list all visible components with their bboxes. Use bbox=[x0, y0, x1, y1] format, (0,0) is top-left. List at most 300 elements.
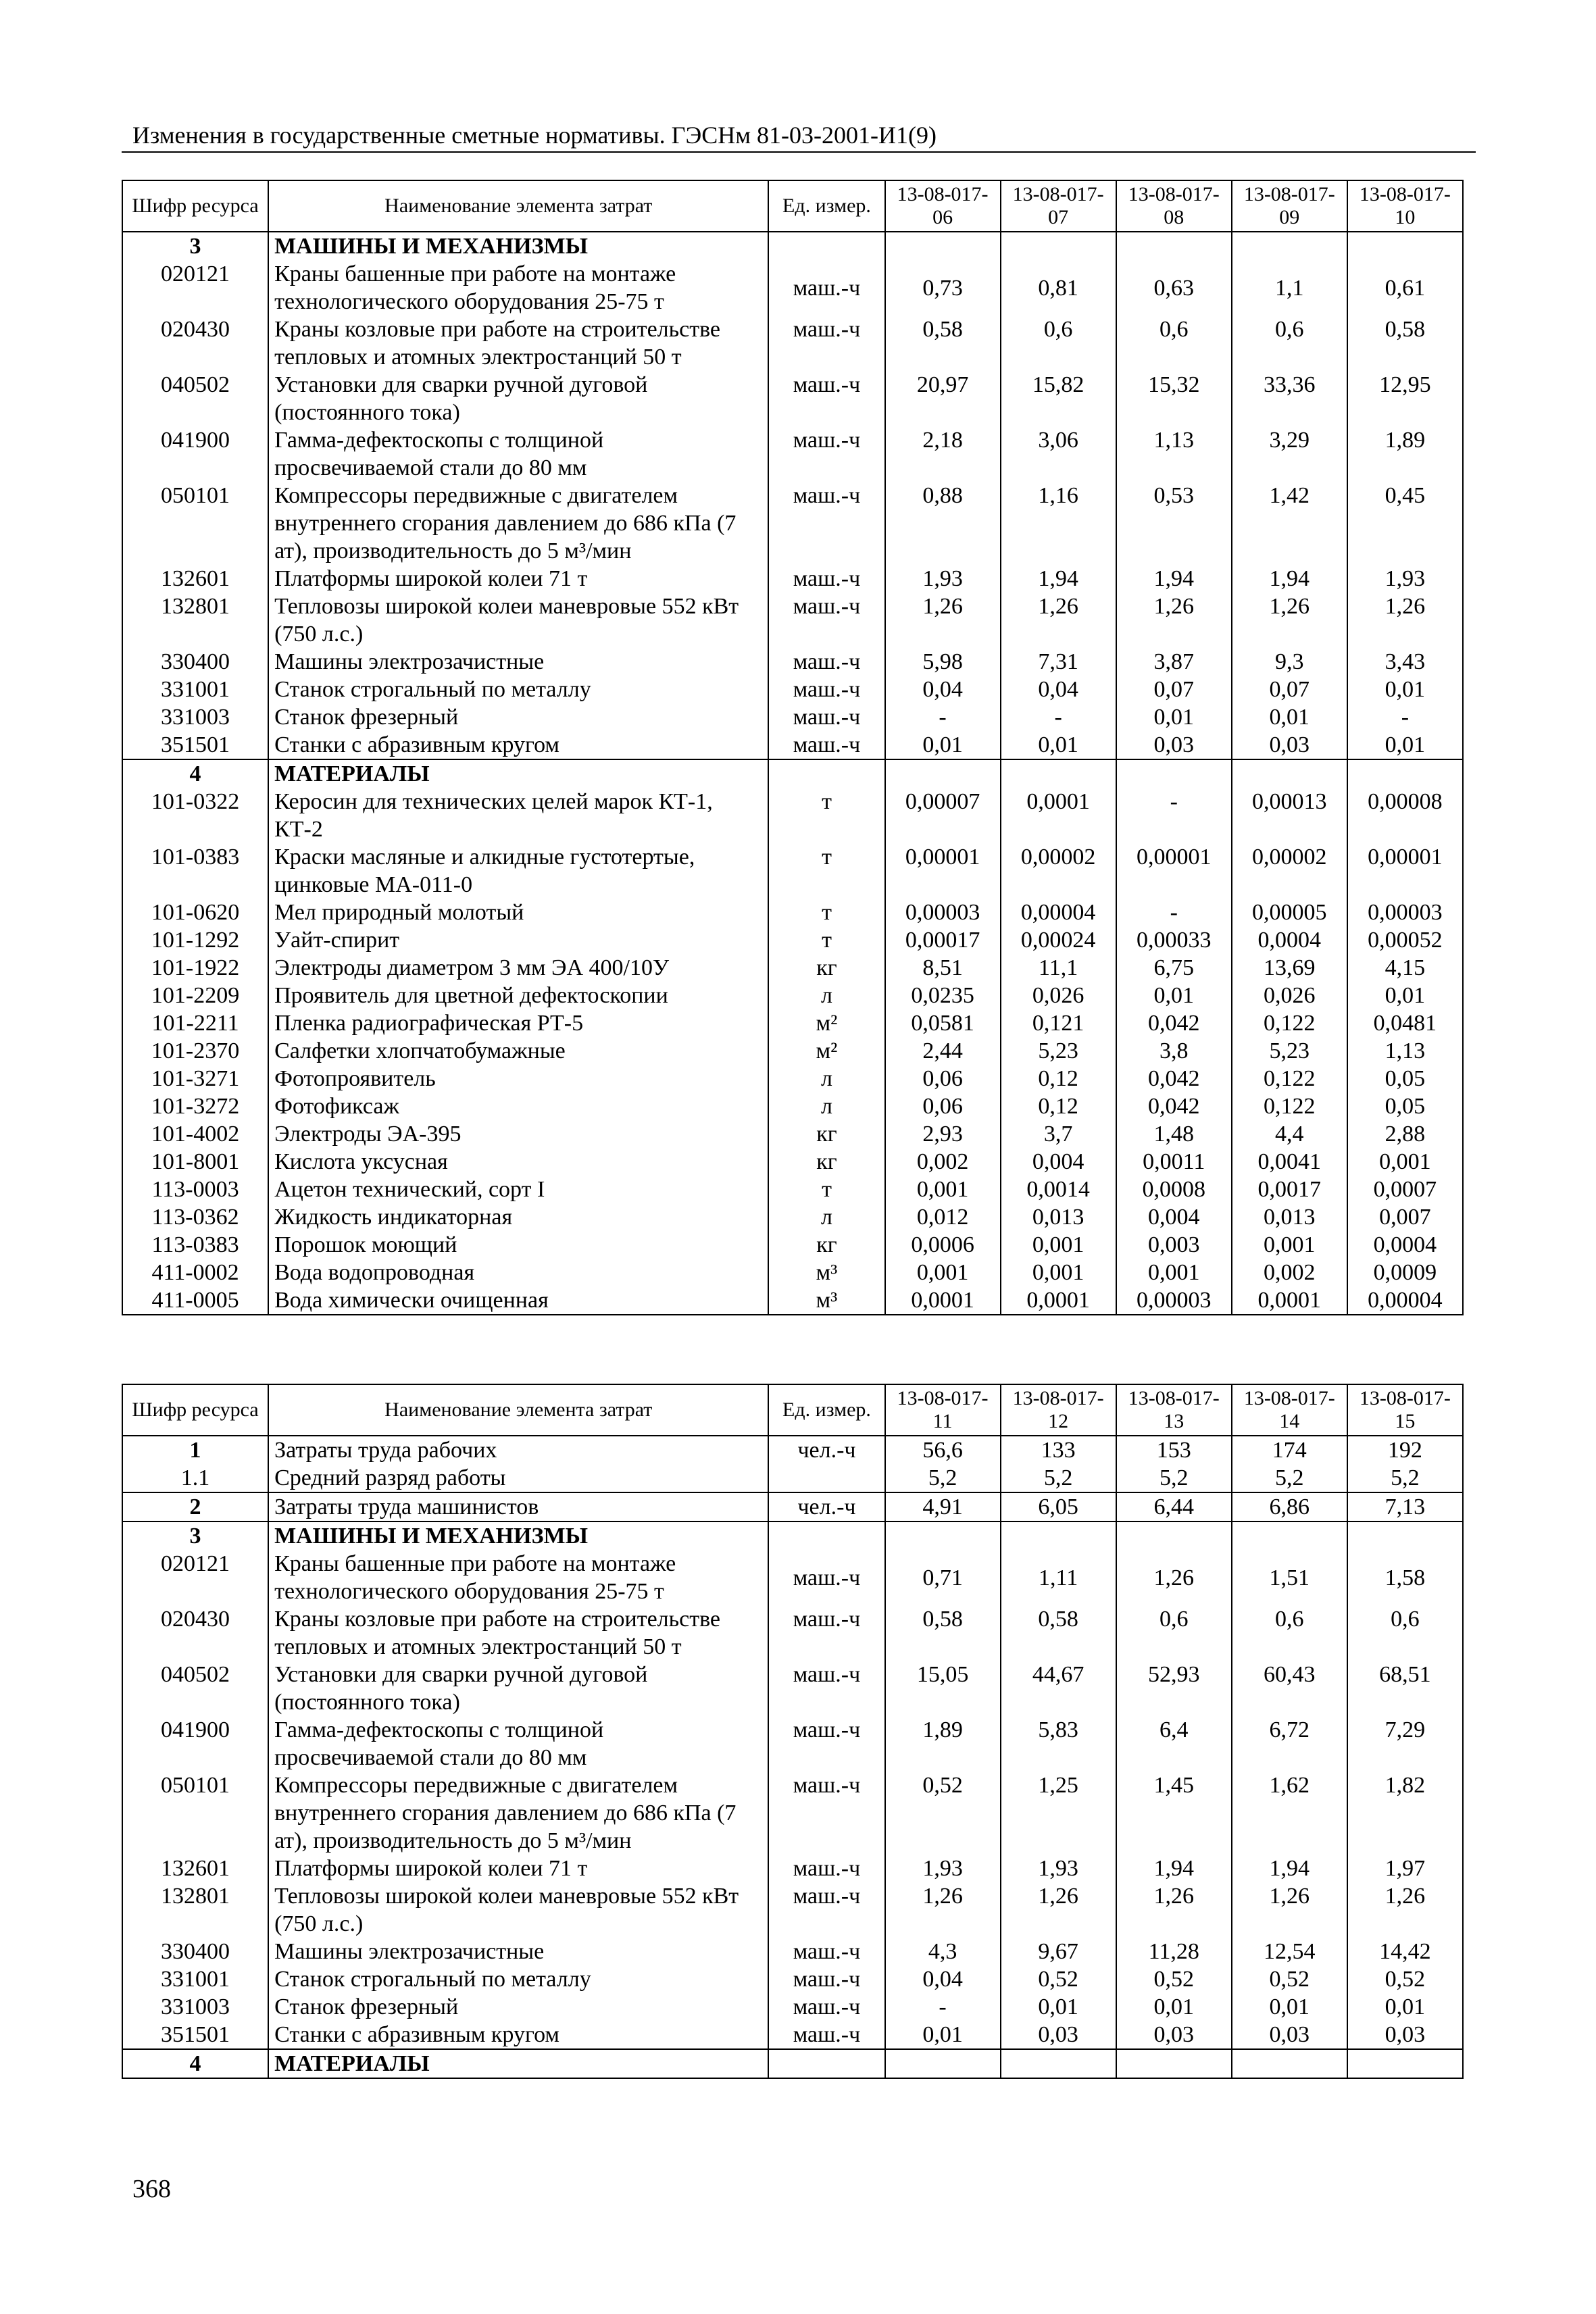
norm-value: 1,51 bbox=[1232, 1550, 1347, 1605]
norm-value: 6,75 bbox=[1116, 954, 1232, 982]
table-row bbox=[122, 1037, 1463, 1065]
norm-value: 0,002 bbox=[1232, 1259, 1347, 1286]
unit-cell: маш.-ч bbox=[768, 565, 884, 593]
norm-value: 0,01 bbox=[1001, 1993, 1116, 2021]
col-header-norm: 13-08-017-11 bbox=[885, 1384, 1001, 1436]
norm-value: 0,001 bbox=[885, 1176, 1001, 1203]
norm-value: 1,42 bbox=[1232, 482, 1347, 565]
cost-element-name: Краски масляные и алкидные густотертые, цинковые МА-011-0 bbox=[268, 843, 768, 899]
unit-cell: маш.-ч bbox=[768, 703, 884, 731]
table-row bbox=[122, 982, 1463, 1009]
cost-element-name: Гамма-дефектоскопы с толщиной просвечиваемой стали до 80 мм bbox=[268, 1716, 768, 1771]
norm-value: 1,93 bbox=[885, 565, 1001, 593]
resource-code: 3 bbox=[122, 232, 268, 260]
norm-value bbox=[885, 759, 1001, 788]
resource-code: 331001 bbox=[122, 1965, 268, 1993]
norm-value bbox=[1116, 2049, 1232, 2078]
norm-value: 5,83 bbox=[1001, 1716, 1116, 1771]
norm-value: 11,1 bbox=[1001, 954, 1116, 982]
norm-value: 5,23 bbox=[1001, 1037, 1116, 1065]
col-header-norm: 13-08-017-10 bbox=[1347, 180, 1463, 232]
header-rule bbox=[122, 151, 1476, 153]
resource-code: 1 bbox=[122, 1436, 268, 1464]
unit-cell: маш.-ч bbox=[768, 1965, 884, 1993]
norm-value: 0,00008 bbox=[1347, 788, 1463, 843]
norm-value: 174 bbox=[1232, 1436, 1347, 1464]
cost-element-name: Ацетон технический, сорт I bbox=[268, 1176, 768, 1203]
col-header-norm: 13-08-017-06 bbox=[885, 180, 1001, 232]
norm-value: 1,16 bbox=[1001, 482, 1116, 565]
norm-value: 0,121 bbox=[1001, 1009, 1116, 1037]
norm-value: 0,58 bbox=[885, 1605, 1001, 1661]
table-row bbox=[122, 1436, 1463, 1464]
table-row bbox=[122, 1231, 1463, 1259]
norm-value: 20,97 bbox=[885, 371, 1001, 426]
norm-value: 0,00005 bbox=[1232, 899, 1347, 926]
norm-value: 6,44 bbox=[1116, 1492, 1232, 1521]
norm-value bbox=[1001, 1521, 1116, 1550]
norm-value: 0,81 bbox=[1001, 260, 1116, 316]
norm-value: 0,026 bbox=[1001, 982, 1116, 1009]
norm-value: 0,004 bbox=[1116, 1203, 1232, 1231]
norm-value: 0,01 bbox=[1347, 676, 1463, 703]
resource-code: 330400 bbox=[122, 648, 268, 676]
norm-value: 0,6 bbox=[1116, 316, 1232, 371]
resource-code: 101-8001 bbox=[122, 1148, 268, 1176]
cost-element-name: Тепловозы широкой колеи маневровые 552 кВт (750 л.с.) bbox=[268, 593, 768, 648]
section-row bbox=[122, 1521, 1463, 1550]
norm-value: 1,94 bbox=[1116, 565, 1232, 593]
norm-value bbox=[1347, 759, 1463, 788]
norm-value: 0,0001 bbox=[885, 1286, 1001, 1315]
norm-value: 0,07 bbox=[1232, 676, 1347, 703]
table-row bbox=[122, 1716, 1463, 1771]
table-header-row bbox=[122, 1384, 1463, 1436]
table-row bbox=[122, 676, 1463, 703]
norm-value: 52,93 bbox=[1116, 1661, 1232, 1716]
norm-value: 0,0001 bbox=[1001, 1286, 1116, 1315]
norm-value: 0,0041 bbox=[1232, 1148, 1347, 1176]
norm-value bbox=[885, 2049, 1001, 2078]
cost-element-name: Кислота уксусная bbox=[268, 1148, 768, 1176]
norm-value: 1,26 bbox=[885, 593, 1001, 648]
norm-value: 0,01 bbox=[1347, 982, 1463, 1009]
resource-code: 132801 bbox=[122, 593, 268, 648]
norm-value: 0,0581 bbox=[885, 1009, 1001, 1037]
norm-value: 0,04 bbox=[885, 1965, 1001, 1993]
table-row bbox=[122, 788, 1463, 843]
unit-cell: т bbox=[768, 1176, 884, 1203]
resource-code: 101-0620 bbox=[122, 899, 268, 926]
norm-value: 15,82 bbox=[1001, 371, 1116, 426]
norm-value: 9,3 bbox=[1232, 648, 1347, 676]
norm-value: 0,00013 bbox=[1232, 788, 1347, 843]
norm-value: 0,6 bbox=[1232, 1605, 1347, 1661]
norm-value bbox=[1347, 1521, 1463, 1550]
norm-value: 0,013 bbox=[1001, 1203, 1116, 1231]
norm-value bbox=[1232, 232, 1347, 260]
resource-code: 101-2370 bbox=[122, 1037, 268, 1065]
table-row bbox=[122, 731, 1463, 759]
norm-value: 0,03 bbox=[1116, 731, 1232, 759]
table-row bbox=[122, 593, 1463, 648]
norm-value: - bbox=[885, 1993, 1001, 2021]
norm-value: 0,52 bbox=[885, 1771, 1001, 1855]
table-row bbox=[122, 482, 1463, 565]
section-row bbox=[122, 2049, 1463, 2078]
norm-value: 0,001 bbox=[1001, 1231, 1116, 1259]
norm-value: 1,93 bbox=[1347, 565, 1463, 593]
norm-value: 0,73 bbox=[885, 260, 1001, 316]
norm-value: 1,11 bbox=[1001, 1550, 1116, 1605]
resource-code: 4 bbox=[122, 2049, 268, 2078]
unit-cell: м² bbox=[768, 1009, 884, 1037]
unit-cell: маш.-ч bbox=[768, 1550, 884, 1605]
document-header: Изменения в государственные сметные нормативы. ГЭСНм 81-03-2001-И1(9) bbox=[132, 122, 937, 149]
cost-element-name: Средний разряд работы bbox=[268, 1464, 768, 1492]
norm-value bbox=[1232, 2049, 1347, 2078]
norm-value: 0,122 bbox=[1232, 1009, 1347, 1037]
table-row bbox=[122, 926, 1463, 954]
norm-value: 0,04 bbox=[885, 676, 1001, 703]
cost-element-name: Краны башенные при работе на монтаже технологического оборудования 25-75 т bbox=[268, 260, 768, 316]
table-row bbox=[122, 1203, 1463, 1231]
norm-value: 5,2 bbox=[1001, 1464, 1116, 1492]
table-row bbox=[122, 1148, 1463, 1176]
norm-value: 0,01 bbox=[1232, 1993, 1347, 2021]
col-header-code: Шифр ресурса bbox=[122, 180, 268, 232]
norm-value: 0,03 bbox=[1347, 2021, 1463, 2049]
norms-table-2 bbox=[122, 1384, 1464, 2079]
norm-value: 0,01 bbox=[1116, 1993, 1232, 2021]
cost-element-name: Краны башенные при работе на монтаже технологического оборудования 25-75 т bbox=[268, 1550, 768, 1605]
norm-value: 0,71 bbox=[885, 1550, 1001, 1605]
table-row bbox=[122, 1464, 1463, 1492]
cost-element-name: Машины электрозачистные bbox=[268, 1938, 768, 1965]
norm-value bbox=[885, 232, 1001, 260]
norm-value: 1,1 bbox=[1232, 260, 1347, 316]
cost-element-name: Краны козловые при работе на строительстве тепловых и атомных электростанций 50 т bbox=[268, 316, 768, 371]
norm-value: 0,00024 bbox=[1001, 926, 1116, 954]
resource-code: 330400 bbox=[122, 1938, 268, 1965]
resource-code: 101-3271 bbox=[122, 1065, 268, 1092]
unit-cell: маш.-ч bbox=[768, 2021, 884, 2049]
norm-value: 0,53 bbox=[1116, 482, 1232, 565]
table-row bbox=[122, 1120, 1463, 1148]
cost-element-name: Вода водопроводная bbox=[268, 1259, 768, 1286]
norm-value: 0,042 bbox=[1116, 1065, 1232, 1092]
table-row bbox=[122, 2021, 1463, 2049]
resource-code: 041900 bbox=[122, 1716, 268, 1771]
norm-value bbox=[1001, 232, 1116, 260]
norm-value bbox=[1232, 759, 1347, 788]
norm-value: 1,26 bbox=[1001, 1882, 1116, 1938]
norm-value: 0,00004 bbox=[1347, 1286, 1463, 1315]
unit-cell: маш.-ч bbox=[768, 1771, 884, 1855]
cost-element-name: Краны козловые при работе на строительстве тепловых и атомных электростанций 50 т bbox=[268, 1605, 768, 1661]
norm-value: 1,26 bbox=[1116, 593, 1232, 648]
norm-value: 0,58 bbox=[1001, 1605, 1116, 1661]
norm-value: 0,00001 bbox=[1347, 843, 1463, 899]
norm-value: 0,00003 bbox=[1116, 1286, 1232, 1315]
norm-value: 6,4 bbox=[1116, 1716, 1232, 1771]
norm-value: 5,2 bbox=[1116, 1464, 1232, 1492]
resource-code: 411-0005 bbox=[122, 1286, 268, 1315]
norm-value: 0,63 bbox=[1116, 260, 1232, 316]
norm-value: 4,91 bbox=[885, 1492, 1001, 1521]
norm-value: 1,25 bbox=[1001, 1771, 1116, 1855]
norm-value: 0,0007 bbox=[1347, 1176, 1463, 1203]
norm-value: 0,06 bbox=[885, 1065, 1001, 1092]
norm-value: 0,58 bbox=[885, 316, 1001, 371]
norm-value: 6,05 bbox=[1001, 1492, 1116, 1521]
table-row bbox=[122, 1771, 1463, 1855]
norm-value: 1,26 bbox=[1001, 593, 1116, 648]
norm-value: 0,00033 bbox=[1116, 926, 1232, 954]
norm-value: 0,001 bbox=[885, 1259, 1001, 1286]
norm-value: 0,0004 bbox=[1347, 1231, 1463, 1259]
resource-code: 020121 bbox=[122, 260, 268, 316]
cost-element-name: Тепловозы широкой колеи маневровые 552 кВт (750 л.с.) bbox=[268, 1882, 768, 1938]
cost-element-name: Затраты труда рабочих bbox=[268, 1436, 768, 1464]
norm-value: 0,0235 bbox=[885, 982, 1001, 1009]
norm-value: - bbox=[1116, 788, 1232, 843]
norm-value: 60,43 bbox=[1232, 1661, 1347, 1716]
cost-element-name: Станки с абразивным кругом bbox=[268, 2021, 768, 2049]
norm-value: 0,026 bbox=[1232, 982, 1347, 1009]
norm-value: 0,00001 bbox=[1116, 843, 1232, 899]
cost-element-name: Станок фрезерный bbox=[268, 703, 768, 731]
norm-value: 7,29 bbox=[1347, 1716, 1463, 1771]
norm-value: 0,004 bbox=[1001, 1148, 1116, 1176]
section-title: МАТЕРИАЛЫ bbox=[268, 2049, 768, 2078]
unit-cell: чел.-ч bbox=[768, 1436, 884, 1464]
resource-code: 331001 bbox=[122, 676, 268, 703]
unit-cell: т bbox=[768, 926, 884, 954]
norm-value: 0,52 bbox=[1232, 1965, 1347, 1993]
cost-element-name: Компрессоры передвижные с двигателем внутреннего сгорания давлением до 686 кПа (7 ат), производительность до 5 м³/мин bbox=[268, 482, 768, 565]
table-row bbox=[122, 1605, 1463, 1661]
unit-cell: чел.-ч bbox=[768, 1492, 884, 1521]
norm-value: 0,122 bbox=[1232, 1092, 1347, 1120]
norm-value: 0,0011 bbox=[1116, 1148, 1232, 1176]
unit-cell: маш.-ч bbox=[768, 1882, 884, 1938]
norm-value: 4,4 bbox=[1232, 1120, 1347, 1148]
norm-value: 8,51 bbox=[885, 954, 1001, 982]
norm-value: 1,89 bbox=[1347, 426, 1463, 482]
norm-value: 1,26 bbox=[1347, 1882, 1463, 1938]
norm-value bbox=[1347, 232, 1463, 260]
resource-code: 411-0002 bbox=[122, 1259, 268, 1286]
norm-value bbox=[1116, 232, 1232, 260]
resource-code: 040502 bbox=[122, 1661, 268, 1716]
norm-value: 0,12 bbox=[1001, 1065, 1116, 1092]
norm-value: 2,18 bbox=[885, 426, 1001, 482]
norm-value: 0,013 bbox=[1232, 1203, 1347, 1231]
norm-value: 0,04 bbox=[1001, 676, 1116, 703]
unit-cell: маш.-ч bbox=[768, 648, 884, 676]
unit-cell: маш.-ч bbox=[768, 731, 884, 759]
resource-code: 113-0383 bbox=[122, 1231, 268, 1259]
norm-value: 0,01 bbox=[885, 731, 1001, 759]
norm-value: 0,01 bbox=[1232, 703, 1347, 731]
norm-value: 1,97 bbox=[1347, 1855, 1463, 1882]
norm-value: 0,03 bbox=[1116, 2021, 1232, 2049]
unit-cell: маш.-ч bbox=[768, 1938, 884, 1965]
norm-value: 0,03 bbox=[1232, 731, 1347, 759]
unit-cell: маш.-ч bbox=[768, 1716, 884, 1771]
unit-cell: л bbox=[768, 982, 884, 1009]
norm-value: 0,6 bbox=[1001, 316, 1116, 371]
table-row bbox=[122, 1550, 1463, 1605]
cost-element-name: Фотофиксаж bbox=[268, 1092, 768, 1120]
table-row bbox=[122, 899, 1463, 926]
unit-cell: л bbox=[768, 1092, 884, 1120]
norm-value: 3,7 bbox=[1001, 1120, 1116, 1148]
table-row bbox=[122, 426, 1463, 482]
norm-value: 0,45 bbox=[1347, 482, 1463, 565]
resource-code: 101-1292 bbox=[122, 926, 268, 954]
cost-element-name: Затраты труда машинистов bbox=[268, 1492, 768, 1521]
section-title: МАТЕРИАЛЫ bbox=[268, 759, 768, 788]
norm-value: 0,52 bbox=[1001, 1965, 1116, 1993]
unit-cell: кг bbox=[768, 954, 884, 982]
table-row bbox=[122, 1286, 1463, 1315]
norm-value: 0,01 bbox=[1347, 1993, 1463, 2021]
norm-value: 7,13 bbox=[1347, 1492, 1463, 1521]
norm-value: 0,6 bbox=[1347, 1605, 1463, 1661]
col-header-unit: Ед. измер. bbox=[768, 1384, 884, 1436]
norm-value: 0,007 bbox=[1347, 1203, 1463, 1231]
norm-value: 5,2 bbox=[885, 1464, 1001, 1492]
col-header-norm: 13-08-017-13 bbox=[1116, 1384, 1232, 1436]
norm-value: 12,95 bbox=[1347, 371, 1463, 426]
cost-element-name: Машины электрозачистные bbox=[268, 648, 768, 676]
norm-value: 1,26 bbox=[1116, 1882, 1232, 1938]
cost-element-name: Станок фрезерный bbox=[268, 1993, 768, 2021]
norm-value: 6,72 bbox=[1232, 1716, 1347, 1771]
cost-element-name: Уайт-спирит bbox=[268, 926, 768, 954]
col-header-norm: 13-08-017-12 bbox=[1001, 1384, 1116, 1436]
norm-value: 5,2 bbox=[1232, 1464, 1347, 1492]
norm-value bbox=[1347, 2049, 1463, 2078]
norm-value: 1,94 bbox=[1232, 565, 1347, 593]
col-header-code: Шифр ресурса bbox=[122, 1384, 268, 1436]
unit-cell: кг bbox=[768, 1148, 884, 1176]
norm-value: 1,94 bbox=[1232, 1855, 1347, 1882]
table-row bbox=[122, 1092, 1463, 1120]
unit-cell: маш.-ч bbox=[768, 1605, 884, 1661]
unit-cell: маш.-ч bbox=[768, 676, 884, 703]
cost-element-name: Мел природный молотый bbox=[268, 899, 768, 926]
table-row bbox=[122, 1965, 1463, 1993]
table-row bbox=[122, 1993, 1463, 2021]
col-header-name: Наименование элемента затрат bbox=[268, 1384, 768, 1436]
col-header-name: Наименование элемента затрат bbox=[268, 180, 768, 232]
norm-value bbox=[1116, 759, 1232, 788]
norm-value: 11,28 bbox=[1116, 1938, 1232, 1965]
norm-value: 1,93 bbox=[1001, 1855, 1116, 1882]
unit-cell: маш.-ч bbox=[768, 593, 884, 648]
norm-value: 68,51 bbox=[1347, 1661, 1463, 1716]
unit-cell bbox=[768, 2049, 884, 2078]
unit-cell bbox=[768, 1464, 884, 1492]
norm-value: 0,6 bbox=[1116, 1605, 1232, 1661]
resource-code: 050101 bbox=[122, 1771, 268, 1855]
norms-table-1 bbox=[122, 180, 1464, 1315]
norm-value: - bbox=[1001, 703, 1116, 731]
unit-cell bbox=[768, 759, 884, 788]
table-row bbox=[122, 954, 1463, 982]
resource-code: 1.1 bbox=[122, 1464, 268, 1492]
norm-value: 5,98 bbox=[885, 648, 1001, 676]
norm-value: 3,43 bbox=[1347, 648, 1463, 676]
cost-element-name: Электроды ЭА-395 bbox=[268, 1120, 768, 1148]
norm-value: 0,0014 bbox=[1001, 1176, 1116, 1203]
col-header-unit: Ед. измер. bbox=[768, 180, 884, 232]
norm-value bbox=[1001, 2049, 1116, 2078]
norm-value: 0,01 bbox=[1347, 731, 1463, 759]
table-row bbox=[122, 1661, 1463, 1716]
section-row bbox=[122, 759, 1463, 788]
norm-value: 1,45 bbox=[1116, 1771, 1232, 1855]
unit-cell: м² bbox=[768, 1037, 884, 1065]
norm-value: 0,12 bbox=[1001, 1092, 1116, 1120]
norm-value: 0,0001 bbox=[1232, 1286, 1347, 1315]
norm-value bbox=[885, 1521, 1001, 1550]
norm-value: 1,26 bbox=[1232, 1882, 1347, 1938]
section-row bbox=[122, 232, 1463, 260]
norm-value: 12,54 bbox=[1232, 1938, 1347, 1965]
table-row bbox=[122, 843, 1463, 899]
resource-code: 113-0362 bbox=[122, 1203, 268, 1231]
norm-value: 0,00002 bbox=[1232, 843, 1347, 899]
norm-value: 0,001 bbox=[1347, 1148, 1463, 1176]
unit-cell: маш.-ч bbox=[768, 482, 884, 565]
cost-element-name: Платформы широкой колеи 71 т bbox=[268, 1855, 768, 1882]
table-row bbox=[122, 1882, 1463, 1938]
table-body bbox=[122, 232, 1463, 1315]
norm-value: 14,42 bbox=[1347, 1938, 1463, 1965]
norm-value: 0,00017 bbox=[885, 926, 1001, 954]
norm-value: 56,6 bbox=[885, 1436, 1001, 1464]
unit-cell: маш.-ч bbox=[768, 1855, 884, 1882]
norm-value: 1,62 bbox=[1232, 1771, 1347, 1855]
unit-cell bbox=[768, 1521, 884, 1550]
resource-code: 041900 bbox=[122, 426, 268, 482]
col-header-norm: 13-08-017-15 bbox=[1347, 1384, 1463, 1436]
norm-value: 0,00002 bbox=[1001, 843, 1116, 899]
unit-cell: м³ bbox=[768, 1286, 884, 1315]
norm-value: 0,012 bbox=[885, 1203, 1001, 1231]
cost-element-name: Компрессоры передвижные с двигателем внутреннего сгорания давлением до 686 кПа (7 ат), производительность до 5 м³/мин bbox=[268, 1771, 768, 1855]
table-row bbox=[122, 1009, 1463, 1037]
norm-value: 1,13 bbox=[1116, 426, 1232, 482]
col-header-norm: 13-08-017-14 bbox=[1232, 1384, 1347, 1436]
resource-code: 101-0383 bbox=[122, 843, 268, 899]
unit-cell: маш.-ч bbox=[768, 1661, 884, 1716]
norm-value: 4,15 bbox=[1347, 954, 1463, 982]
resource-code: 351501 bbox=[122, 731, 268, 759]
resource-code: 132801 bbox=[122, 1882, 268, 1938]
norm-value: 2,88 bbox=[1347, 1120, 1463, 1148]
norm-value: 15,05 bbox=[885, 1661, 1001, 1716]
table-row bbox=[122, 565, 1463, 593]
norm-value: 0,00003 bbox=[1347, 899, 1463, 926]
unit-cell: т bbox=[768, 899, 884, 926]
norm-value: 1,26 bbox=[885, 1882, 1001, 1938]
norm-value: 3,06 bbox=[1001, 426, 1116, 482]
